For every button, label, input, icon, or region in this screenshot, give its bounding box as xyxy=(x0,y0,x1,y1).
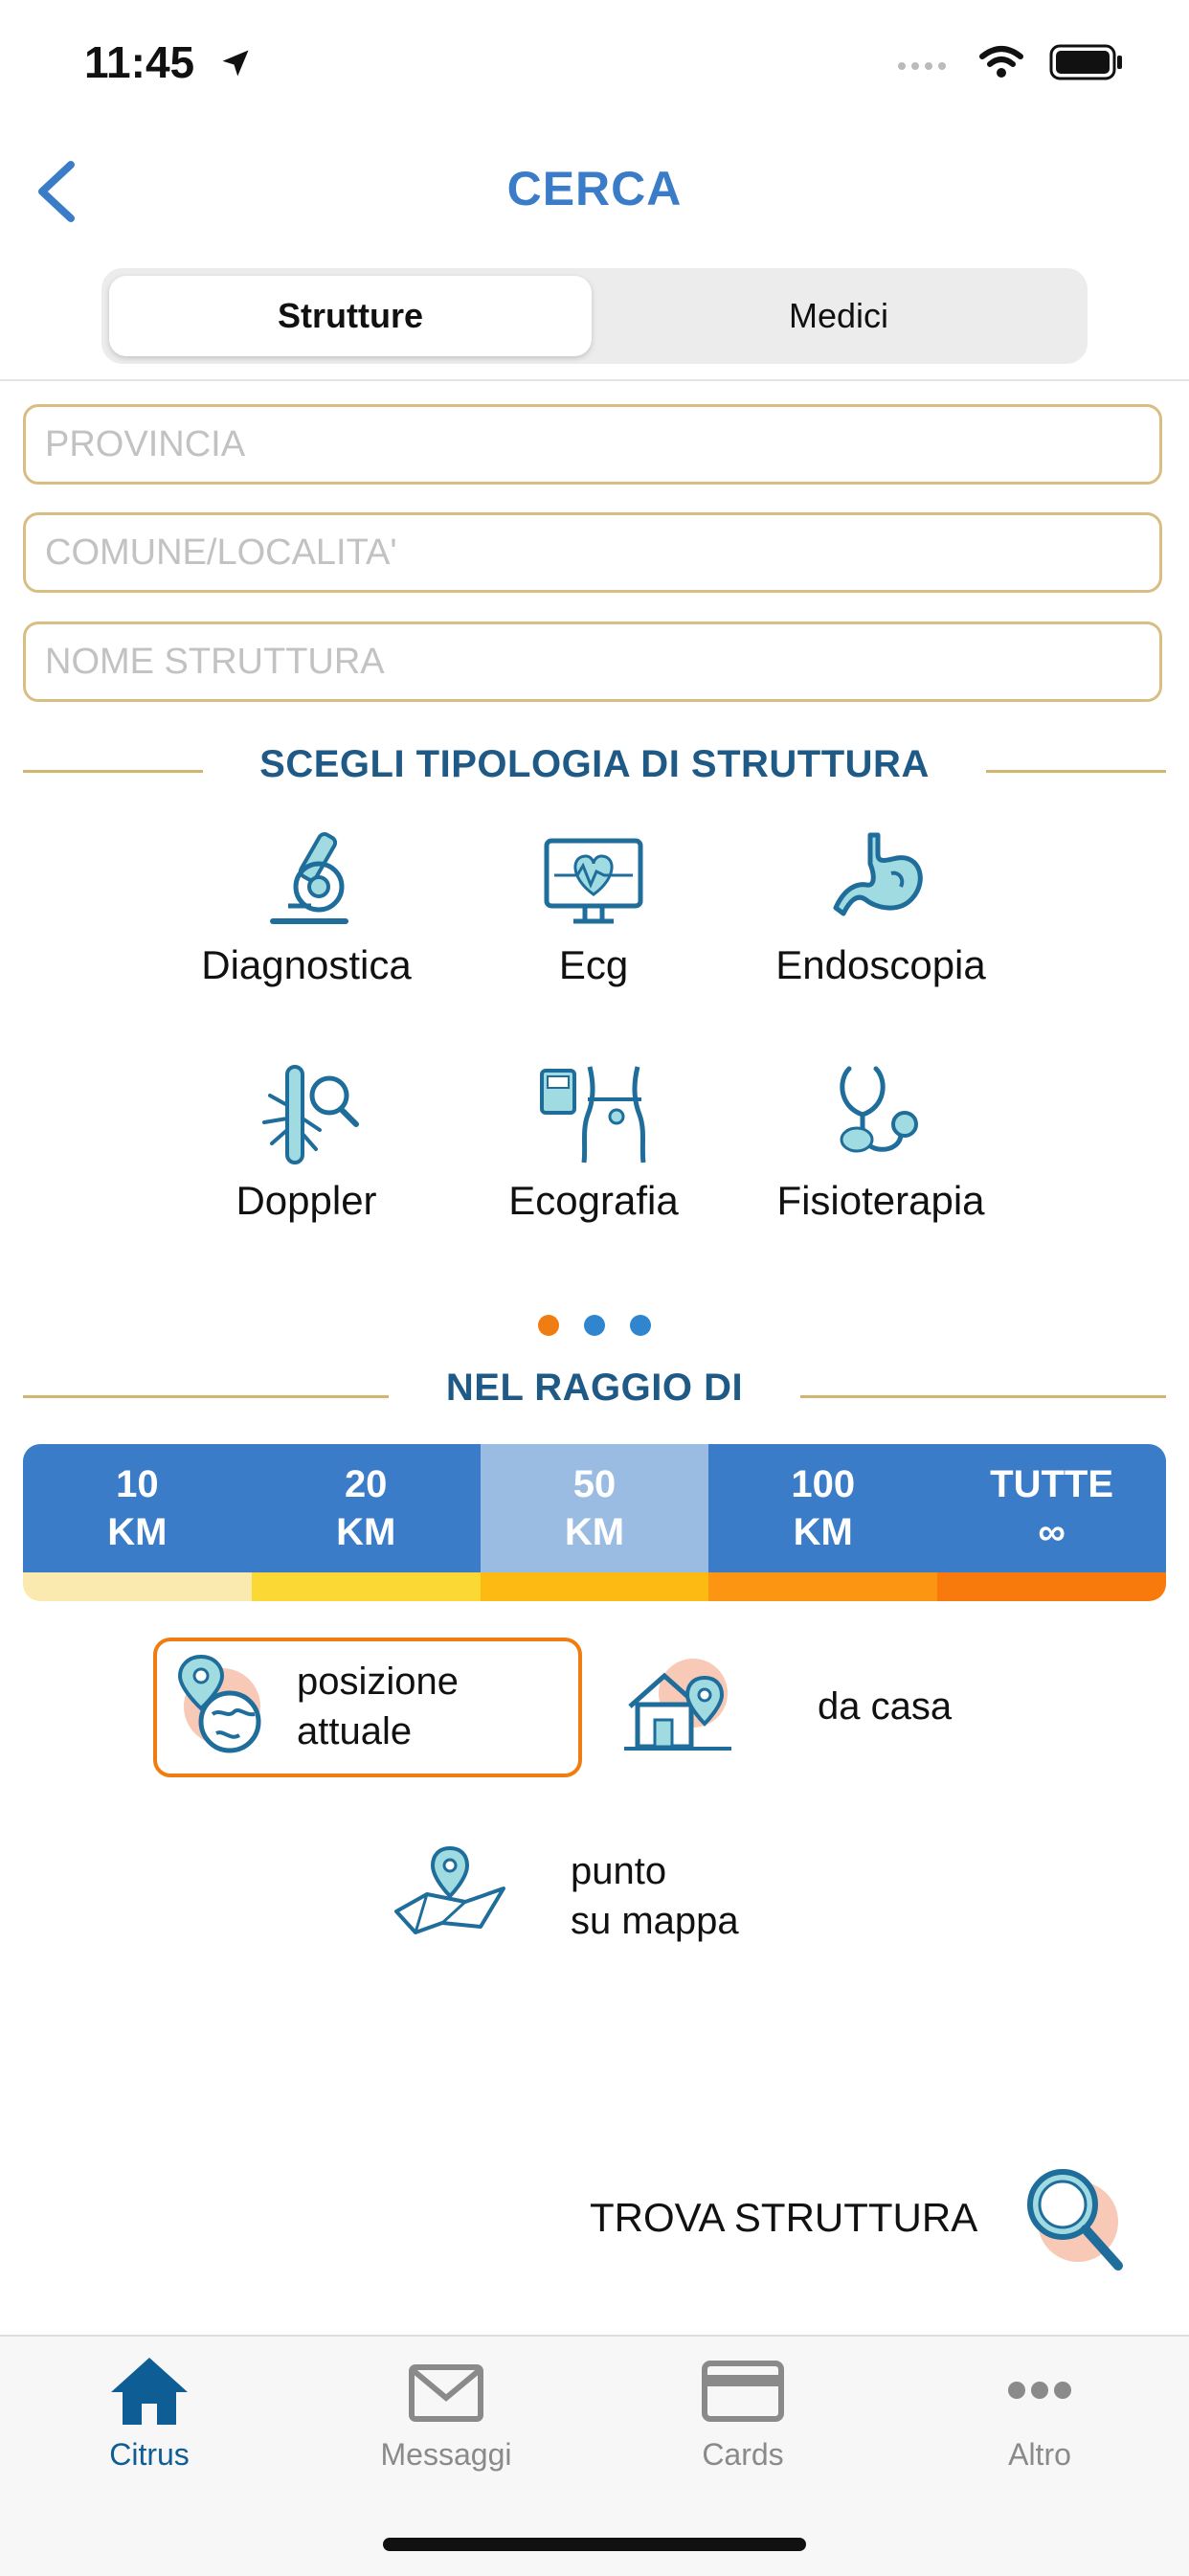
provincia-field[interactable] xyxy=(23,404,1162,485)
section-line-left xyxy=(23,1395,389,1398)
category-fisioterapia[interactable] xyxy=(737,1061,1024,1224)
magnifier-icon xyxy=(1017,2162,1130,2277)
nome-struttura-input[interactable] xyxy=(26,624,1159,699)
category-ecografia[interactable] xyxy=(450,1061,737,1224)
section-line-left xyxy=(23,770,203,773)
microscope-icon xyxy=(254,825,359,933)
wifi-icon xyxy=(978,45,1024,79)
section-line-right xyxy=(986,770,1166,773)
da-casa-option[interactable] xyxy=(620,1653,984,1760)
radius-value: 50 xyxy=(572,1463,617,1505)
home-icon xyxy=(107,2352,191,2429)
radius-value: 100 xyxy=(791,1463,856,1505)
globe-pin-icon xyxy=(174,1655,280,1762)
category-ecg[interactable] xyxy=(450,825,737,988)
tab-medici[interactable]: Medici xyxy=(788,296,889,335)
location-arrow-icon xyxy=(218,46,253,85)
punto-line-2: su mappa xyxy=(571,1900,739,1942)
radius-unit: KM xyxy=(793,1511,853,1553)
map-pin-icon xyxy=(393,1841,507,1936)
radius-option-100[interactable] xyxy=(708,1444,937,1572)
battery-icon xyxy=(1049,44,1124,80)
radius-value: 10 xyxy=(116,1463,159,1505)
radius-option-50[interactable] xyxy=(481,1444,709,1572)
tab-label: Citrus xyxy=(109,2437,190,2472)
category-label: Ecg xyxy=(558,942,629,987)
category-section-title: SCEGLI TIPOLOGIA DI STRUTTURA xyxy=(259,743,930,785)
trova-struttura-label: TROVA STRUTTURA xyxy=(590,2195,978,2240)
category-doppler[interactable] xyxy=(163,1061,450,1224)
radius-strip-1 xyxy=(23,1572,252,1601)
tab-cards[interactable] xyxy=(647,2352,839,2473)
radius-unit: KM xyxy=(336,1511,396,1553)
posizione-line-2: attuale xyxy=(297,1710,413,1752)
house-pin-icon xyxy=(620,1653,735,1760)
tab-messaggi[interactable] xyxy=(350,2352,542,2473)
ecg-monitor-icon xyxy=(541,825,646,933)
category-endoscopia[interactable] xyxy=(737,825,1024,988)
signal-icon xyxy=(896,53,953,72)
category-label: Ecografia xyxy=(508,1178,679,1223)
tab-citrus[interactable] xyxy=(54,2352,245,2473)
segmented-control xyxy=(101,268,1088,364)
category-label: Endoscopia xyxy=(775,942,986,987)
radius-value: TUTTE xyxy=(990,1463,1114,1505)
trova-struttura-button[interactable] xyxy=(584,2160,1130,2285)
ultrasound-icon xyxy=(536,1061,651,1168)
category-label: Fisioterapia xyxy=(776,1178,985,1223)
radius-strip-4 xyxy=(708,1572,937,1601)
page-title: CERCA xyxy=(506,162,683,215)
status-time: 11:45 xyxy=(84,37,195,87)
section-line-right xyxy=(800,1395,1166,1398)
divider xyxy=(0,379,1189,381)
provincia-input[interactable] xyxy=(26,407,1159,482)
page-dot-1[interactable] xyxy=(538,1315,559,1336)
punto-line-1: punto xyxy=(571,1850,667,1892)
tab-label: Cards xyxy=(702,2437,784,2472)
nome-struttura-field[interactable] xyxy=(23,621,1162,702)
home-indicator xyxy=(383,2538,806,2551)
radius-unit: ∞ xyxy=(1038,1511,1066,1553)
punto-su-mappa-option[interactable] xyxy=(393,1841,795,1955)
doppler-icon xyxy=(249,1061,364,1168)
posizione-attuale-option[interactable] xyxy=(153,1638,582,1777)
comune-field[interactable] xyxy=(23,512,1162,593)
posizione-line-1: posizione xyxy=(297,1661,460,1703)
page-dot-3[interactable] xyxy=(630,1315,651,1336)
radius-option-10[interactable] xyxy=(23,1444,252,1572)
tab-label: Altro xyxy=(1008,2437,1071,2472)
radius-strip-2 xyxy=(252,1572,481,1601)
radius-selector xyxy=(23,1444,1166,1601)
radius-unit: KM xyxy=(107,1511,168,1553)
radius-option-20[interactable] xyxy=(252,1444,481,1572)
da-casa-label: da casa xyxy=(818,1685,953,1728)
category-label: Diagnostica xyxy=(201,942,412,987)
status-icons xyxy=(896,44,1124,80)
radius-section-title: NEL RAGGIO DI xyxy=(445,1367,744,1409)
more-icon xyxy=(998,2352,1082,2429)
category-diagnostica[interactable] xyxy=(163,825,450,988)
radius-strip-3 xyxy=(481,1572,709,1601)
radius-value: 20 xyxy=(344,1463,388,1505)
tab-label: Messaggi xyxy=(380,2437,512,2472)
envelope-icon xyxy=(404,2352,488,2429)
stomach-icon xyxy=(828,825,933,933)
page-dot-2[interactable] xyxy=(584,1315,605,1336)
card-icon xyxy=(701,2352,785,2429)
radius-strip-5 xyxy=(937,1572,1166,1601)
radius-option-tutte[interactable] xyxy=(937,1444,1166,1572)
tab-strutture[interactable]: Strutture xyxy=(109,276,592,356)
category-label: Doppler xyxy=(236,1178,377,1223)
radius-unit: KM xyxy=(564,1511,625,1553)
stethoscope-icon xyxy=(828,1061,933,1168)
comune-input[interactable] xyxy=(26,515,1159,590)
tab-altro[interactable] xyxy=(944,2352,1135,2473)
